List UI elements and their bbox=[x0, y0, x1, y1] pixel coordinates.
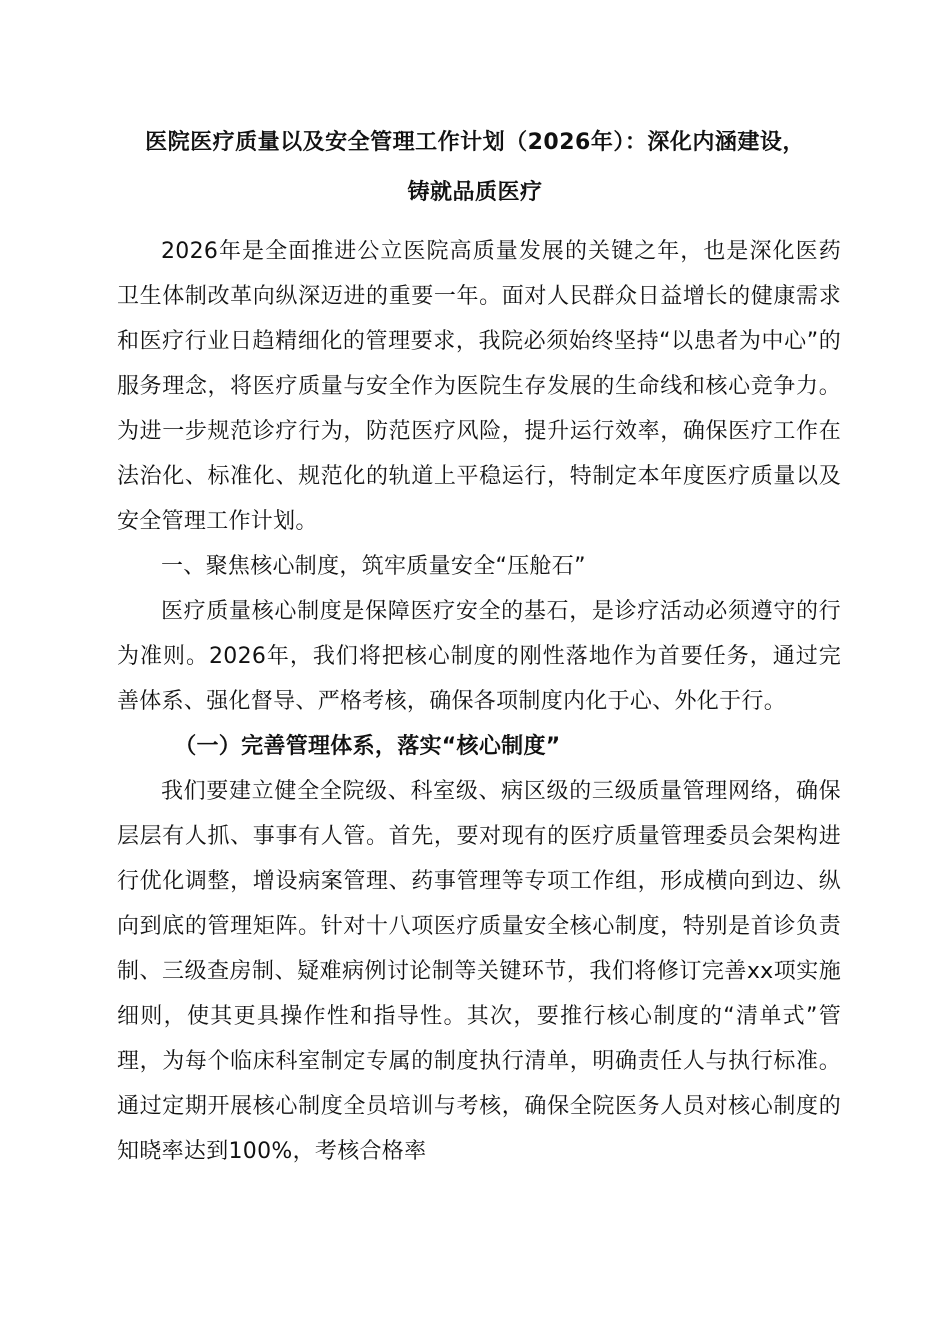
document-body bbox=[117, 229, 841, 1174]
section-1-paragraph: 医疗质量核心制度是保障医疗安全的基石，是诊疗活动必须遵守的行为准则。2026年，我们将把核心制度的刚性落地作为首要任务，通过完善体系、强化督导、严格考核，确保各项制度内化于心、外化于行。 bbox=[117, 599, 841, 714]
section-1-heading: 一、聚焦核心制度，筑牢质量安全“压舱石” bbox=[161, 554, 586, 579]
subsection-1-paragraph: 我们要建立健全全院级、科室级、病区级的三级质量管理网络，确保层层有人抓、事事有人管。首先，要对现有的医疗质量管理委员会架构进行优化调整，增设病案管理、药事管理等专项工作组，形成横向到边、纵向到底的管理矩阵。针对十八项医疗质量安全核心制度，特别是首诊负责制、三级查房制、疑难病例讨论制等关键环节，我们将修订完善xx项实施细则，使其更具操作性和指导性。其次，要推行核心制度的“清单式”管理，为每个临床科室制定专属的制度执行清单，明确责任人与执行标准。通过定期开展核心制度全员培训与考核，确保全院医务人员对核心制度的知晓率达到100%，考核合格率 bbox=[117, 779, 841, 1164]
title-line-1: 医院医疗质量以及安全管理工作计划（2026年）：深化内涵建设， bbox=[145, 130, 805, 155]
document-title bbox=[115, 118, 835, 218]
intro-paragraph: 2026年是全面推进公立医院高质量发展的关键之年，也是深化医药卫生体制改革向纵深迈进的重要一年。面对人民群众日益增长的健康需求和医疗行业日趋精细化的管理要求，我院必须始终坚持“以患者为中心”的服务理念，将医疗质量与安全作为医院生存发展的生命线和核心竞争力。为进一步规范诊疗行为，防范医疗风险，提升运行效率，确保医疗工作在法治化、标准化、规范化的轨道上平稳运行，特制定本年度医疗质量以及安全管理工作计划。 bbox=[117, 239, 841, 534]
title-line-2: 铸就品质医疗 bbox=[407, 180, 543, 205]
subsection-1-heading: （一）完善管理体系，落实“核心制度” bbox=[174, 734, 561, 759]
